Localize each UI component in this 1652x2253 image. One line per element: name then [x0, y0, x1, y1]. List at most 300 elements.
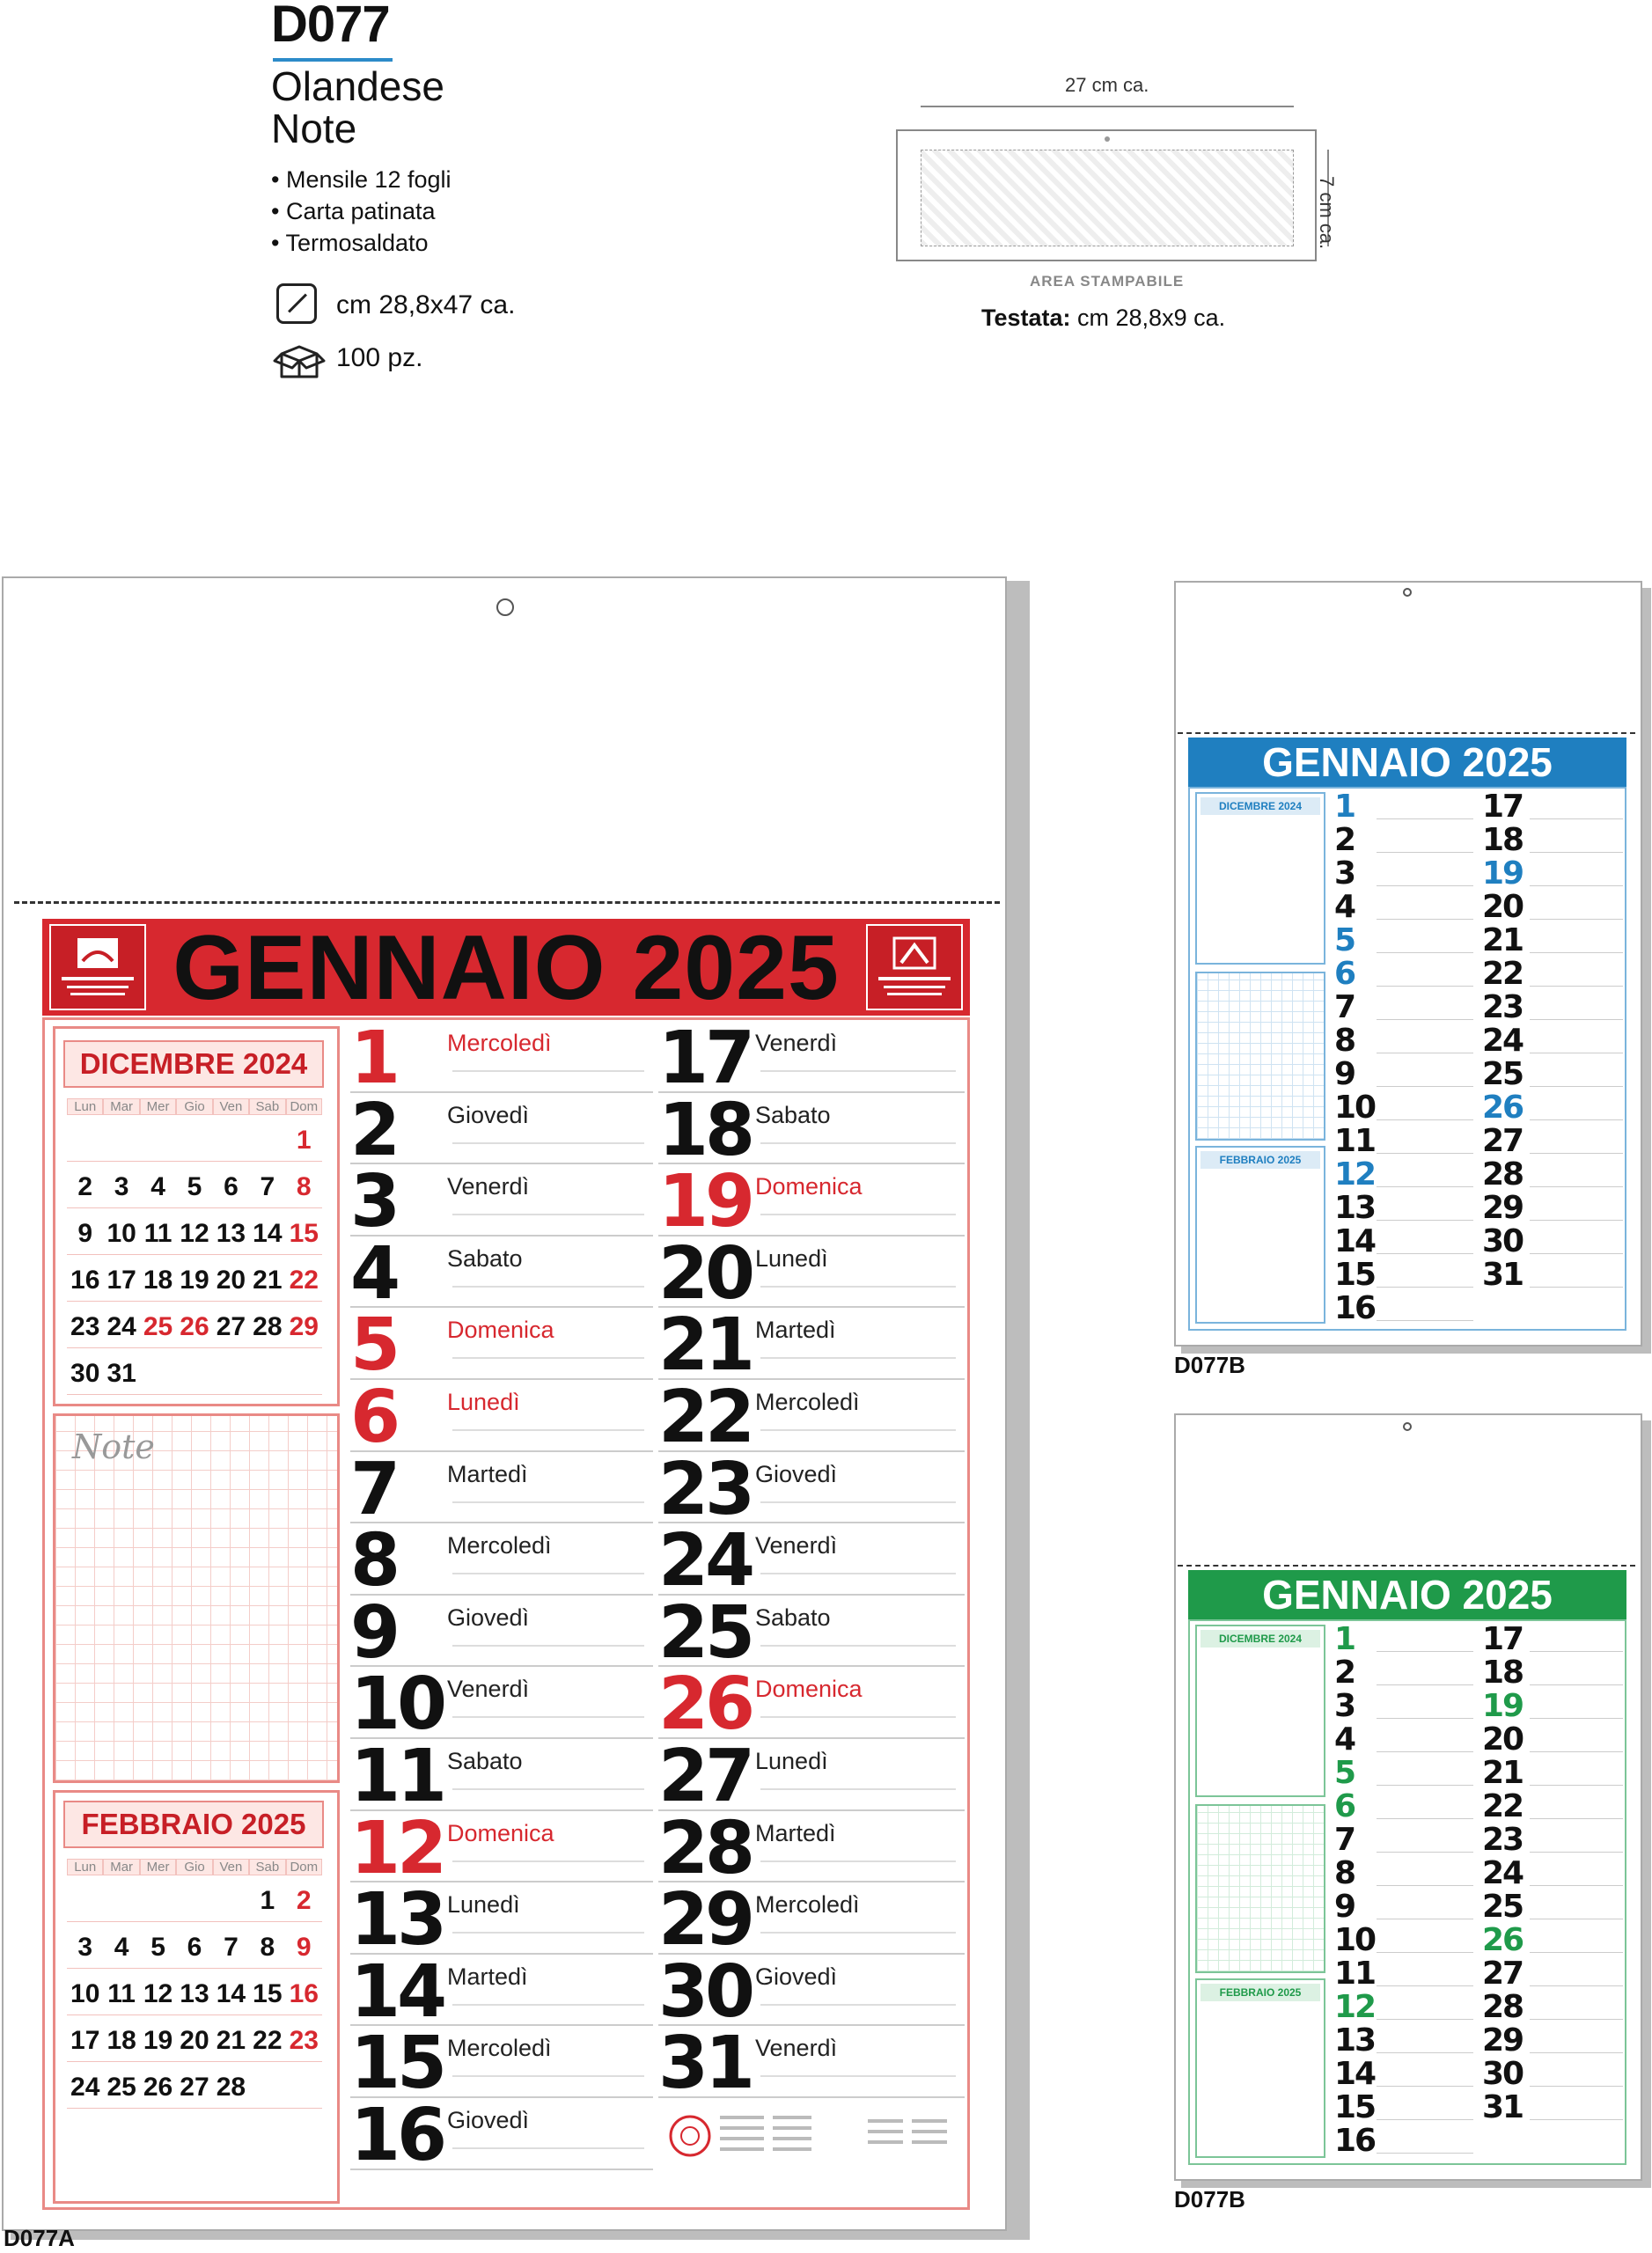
day-name: Venerdì: [755, 2035, 838, 2062]
day-number: 25: [658, 1590, 753, 1675]
day-number: 4: [350, 1231, 398, 1316]
mini-day: 18: [103, 2021, 139, 2062]
mini-day: 24: [67, 2067, 103, 2109]
day-row: [658, 1590, 965, 1675]
month-title: GENNAIO 2025: [1262, 739, 1553, 785]
day-number: 15: [1334, 1257, 1376, 1293]
right-logo: [866, 924, 963, 1010]
weekday-header: Dom: [286, 1098, 322, 1115]
day-note-line: [1530, 885, 1623, 886]
day-number: 29: [1482, 2022, 1524, 2059]
mini-day: [103, 1881, 139, 1922]
day-name: Martedì: [755, 1317, 836, 1344]
day-note-line: [1377, 1852, 1473, 1853]
day-note-line: [452, 1070, 644, 1072]
day-number: 29: [1482, 1190, 1524, 1226]
weekday-header: Lun: [67, 1098, 103, 1115]
mini-day: 24: [103, 1307, 139, 1348]
day-name: Venerdì: [755, 1532, 838, 1559]
day-note-line: [760, 1573, 956, 1574]
day-name: Mercoledì: [447, 1532, 552, 1559]
day-note-line: [760, 1501, 956, 1503]
day-number: 21: [1482, 1755, 1524, 1791]
day-note-line: [1530, 1651, 1623, 1652]
next-month-box: [1195, 1978, 1325, 2158]
day-number: 20: [1482, 889, 1524, 925]
weekday-header: Gio: [176, 1859, 212, 1875]
day-number: 8: [1334, 1023, 1355, 1059]
day-number: 5: [350, 1303, 398, 1388]
mini-day: 21: [213, 2021, 249, 2062]
notes-label: Note: [72, 1427, 155, 1466]
mini-day: [67, 1120, 103, 1162]
day-number: 3: [350, 1160, 398, 1244]
day-note-line: [760, 1357, 956, 1359]
day-note-line: [1377, 1153, 1473, 1154]
day-number: 3: [1334, 1688, 1355, 1724]
day-number: 23: [1482, 1822, 1524, 1858]
dimensions-text: cm 28,8x47 ca.: [336, 290, 516, 319]
height-label: 7 cm ca.: [1316, 176, 1338, 250]
day-note-line: [1377, 1785, 1473, 1786]
prev-month-title: DICEMBRE 2024: [63, 1040, 324, 1088]
day-name: Lunedì: [755, 1244, 828, 1272]
day-number: 11: [350, 1735, 444, 1818]
left-logo: [49, 924, 146, 1010]
mini-day: [249, 1354, 285, 1395]
hole-marker: [1105, 136, 1110, 142]
day-note-line: [1530, 1287, 1623, 1288]
area-label: AREA STAMPABILE: [1030, 273, 1185, 290]
day-number: 19: [1482, 1688, 1524, 1724]
day-note-line: [760, 1429, 956, 1431]
day-number: 7: [1334, 1822, 1355, 1858]
mini-day: [249, 1120, 285, 1162]
day-number: 10: [1334, 1090, 1376, 1126]
day-note-line: [1530, 852, 1623, 853]
fold-line: [1178, 732, 1635, 734]
day-note-line: [1377, 818, 1473, 819]
day-number: 31: [658, 2022, 753, 2106]
mini-day: [67, 1881, 103, 1922]
day-name: Mercoledì: [755, 1891, 860, 1919]
testata-text: [981, 305, 1225, 332]
mini-day: 20: [176, 2021, 212, 2062]
day-row: [350, 1088, 653, 1172]
mini-day: 28: [213, 2067, 249, 2109]
day-number: 12: [350, 1806, 444, 1890]
title-line-2: Note: [271, 106, 357, 151]
mini-day: 15: [249, 1974, 285, 2015]
product-code: D077: [271, 0, 390, 53]
mini-day: 16: [286, 1974, 322, 2015]
mini-day: 14: [213, 1974, 249, 2015]
day-number: 28: [1482, 1989, 1524, 2025]
next-month-title: FEBBRAIO 2025: [63, 1801, 324, 1848]
day-note-line: [760, 1214, 956, 1215]
day-row: [658, 1376, 965, 1459]
code-underline: [273, 58, 393, 62]
day-row: [658, 1016, 965, 1100]
feature-item: • Termosaldato: [271, 230, 429, 256]
day-note-line: [1530, 1186, 1623, 1187]
mini-day: 19: [140, 2021, 176, 2062]
day-number: 17: [1482, 1621, 1524, 1657]
mini-day: 29: [286, 1307, 322, 1348]
day-note-line: [452, 1645, 644, 1647]
fold-line: [1178, 1565, 1635, 1567]
mini-day: 4: [103, 1927, 139, 1969]
day-number: 13: [1334, 1190, 1376, 1226]
weekday-header: Sab: [249, 1859, 285, 1875]
day-row: [350, 2022, 653, 2106]
day-number: 16: [350, 2094, 444, 2177]
day-number: 13: [350, 1878, 444, 1963]
mini-day: 12: [140, 1974, 176, 2015]
day-number: 21: [1482, 922, 1524, 958]
day-number: 7: [1334, 989, 1355, 1025]
month-title: GENNAIO 2025: [1262, 1572, 1553, 1618]
mini-day: 11: [103, 1974, 139, 2015]
day-name: Sabato: [447, 1244, 523, 1272]
mini-day: 4: [140, 1167, 176, 1208]
day-name: Domenica: [755, 1676, 863, 1703]
day-note-line: [452, 1357, 644, 1359]
day-number: 24: [1482, 1023, 1524, 1059]
day-note-line: [452, 1716, 644, 1718]
day-note-line: [452, 1788, 644, 1790]
logo-icon: [868, 926, 961, 1009]
day-note-line: [452, 1429, 644, 1431]
day-note-line: [1377, 1718, 1473, 1719]
day-name: Venerdì: [447, 1676, 530, 1703]
day-number: 15: [1334, 2089, 1376, 2125]
day-name: Giovedì: [755, 1963, 838, 1990]
mini-day: 9: [67, 1214, 103, 1255]
day-number: 25: [1482, 1889, 1524, 1925]
day-name: Giovedì: [447, 2107, 530, 2133]
day-row: [658, 1662, 965, 1747]
day-number: 28: [1482, 1156, 1524, 1193]
day-number: 9: [350, 1590, 398, 1675]
day-number: 27: [1482, 1956, 1524, 1992]
day-note-line: [760, 1860, 956, 1862]
day-note-line: [760, 1286, 956, 1288]
caption-d077b: D077B: [1174, 1352, 1245, 1378]
day-note-line: [1377, 1186, 1473, 1187]
weekday-header: Mer: [140, 1859, 176, 1875]
day-note-line: [452, 2004, 644, 2006]
mini-day: 10: [103, 1214, 139, 1255]
day-note-line: [452, 1573, 644, 1574]
day-name: Martedì: [447, 1460, 528, 1487]
title-line-1: Olandese: [271, 63, 444, 109]
fold-line: [14, 901, 1000, 904]
day-number: 11: [1334, 1123, 1376, 1159]
mini-day: 11: [140, 1214, 176, 1255]
day-number: 6: [350, 1376, 398, 1459]
day-number: 30: [1482, 2056, 1524, 2092]
day-number: 2: [1334, 822, 1355, 858]
weekday-header: Ven: [213, 1859, 249, 1875]
weekday-header: Sab: [249, 1098, 285, 1115]
day-note-line: [1377, 1287, 1473, 1288]
day-name: Domenica: [447, 1819, 554, 1846]
mini-day: [249, 2067, 285, 2109]
caption-d077a: D077A: [4, 2225, 75, 2251]
day-row: [658, 1519, 965, 1604]
mini-day: 9: [286, 1927, 322, 1969]
day-number: 8: [1334, 1855, 1355, 1891]
day-note-line: [1377, 1751, 1473, 1752]
day-note-line: [1377, 885, 1473, 886]
notes-area[interactable]: [1195, 972, 1325, 1141]
day-note-line: [760, 1716, 956, 1718]
testata-prefix: Testata:: [981, 305, 1071, 331]
day-number: 26: [1482, 1090, 1524, 1126]
feature-list: [271, 164, 452, 259]
day-number: 5: [1334, 1755, 1355, 1791]
day-number: 19: [1482, 855, 1524, 892]
weekday-header: Lun: [67, 1859, 103, 1875]
day-row: [350, 2094, 653, 2177]
hanging-hole: [496, 598, 514, 616]
mini-day: 2: [67, 1167, 103, 1208]
mini-day: 31: [103, 1354, 139, 1395]
day-note-line: [1377, 986, 1473, 987]
mini-day: 26: [140, 2067, 176, 2109]
day-note-line: [1377, 2119, 1473, 2120]
width-label: 27 cm ca.: [1065, 74, 1149, 96]
day-number: 6: [1334, 956, 1355, 992]
day-number: 22: [658, 1376, 753, 1459]
mini-day: [286, 2067, 322, 2109]
prev-month-box: [1195, 1625, 1325, 1797]
day-note-line: [452, 1501, 644, 1503]
day-name: Mercoledì: [447, 2035, 552, 2062]
day-number: 30: [658, 1949, 753, 2034]
day-note-line: [1530, 1119, 1623, 1120]
day-row: [350, 1160, 653, 1244]
day-number: 3: [1334, 855, 1355, 892]
day-number: 18: [1482, 822, 1524, 858]
notes-area[interactable]: [53, 1413, 340, 1783]
mini-day: 3: [103, 1167, 139, 1208]
day-number: 23: [1482, 989, 1524, 1025]
day-row: [350, 1231, 653, 1316]
day-number: 9: [1334, 1889, 1355, 1925]
day-number: 6: [1334, 1788, 1355, 1824]
mini-day: 26: [176, 1307, 212, 1348]
mini-day: 18: [140, 1260, 176, 1302]
day-note-line: [452, 1932, 644, 1934]
mini-day: 7: [249, 1167, 285, 1208]
mini-day: 22: [249, 2021, 285, 2062]
mini-day: 6: [213, 1167, 249, 1208]
day-row: [350, 1949, 653, 2034]
day-note-line: [1377, 2019, 1473, 2020]
small-days: [1334, 789, 1625, 1327]
day-number: 9: [1334, 1056, 1355, 1092]
prev-month-title: DICEMBRE 2024: [1200, 797, 1320, 815]
mini-day: [176, 1120, 212, 1162]
day-number: 17: [658, 1016, 753, 1100]
mini-day: 17: [103, 1260, 139, 1302]
day-note-line: [1530, 919, 1623, 920]
day-name: Giovedì: [755, 1460, 838, 1487]
day-number: 1: [1334, 1621, 1355, 1657]
day-note-line: [1530, 2019, 1623, 2020]
next-month-grid: [67, 1859, 322, 2109]
day-note-line: [1530, 1751, 1623, 1752]
day-note-line: [1530, 986, 1623, 987]
prev-month-grid: [67, 1098, 322, 1395]
day-row: [658, 1735, 965, 1818]
day-note-line: [1530, 1718, 1623, 1719]
weekday-header: Dom: [286, 1859, 322, 1875]
mini-day: 23: [67, 1307, 103, 1348]
day-row: [350, 1590, 653, 1675]
prev-month-box: [1195, 792, 1325, 965]
day-number: 24: [1482, 1855, 1524, 1891]
day-number: 22: [1482, 956, 1524, 992]
hanging-hole: [1403, 588, 1412, 597]
mini-day: 30: [67, 1354, 103, 1395]
mini-day: [213, 1354, 249, 1395]
mini-day: 5: [140, 1927, 176, 1969]
day-name: Mercoledì: [755, 1389, 860, 1415]
day-note-line: [1530, 1852, 1623, 1853]
day-number: 12: [1334, 1989, 1376, 2025]
mini-day: 7: [213, 1927, 249, 1969]
day-note-line: [1377, 1119, 1473, 1120]
feature-item: • Mensile 12 fogli: [271, 166, 452, 193]
day-number: 1: [350, 1016, 398, 1100]
printable-area: [921, 150, 1294, 246]
day-note-line: [1530, 1086, 1623, 1087]
day-note-line: [452, 2147, 644, 2149]
day-row: [658, 1447, 965, 1531]
day-note-line: [1377, 852, 1473, 853]
weekday-header: Gio: [176, 1098, 212, 1115]
day-name: Domenica: [755, 1173, 863, 1200]
mini-day: 12: [176, 1214, 212, 1255]
day-number: 7: [350, 1447, 398, 1531]
month-title: GENNAIO 2025: [173, 917, 840, 1019]
weekday-header: Mar: [103, 1859, 139, 1875]
day-note-line: [452, 1860, 644, 1862]
day-name: Lunedì: [447, 1389, 520, 1415]
notes-area[interactable]: [1195, 1804, 1325, 1973]
day-note-line: [1530, 1952, 1623, 1953]
day-note-line: [1377, 1320, 1473, 1321]
mini-day: 15: [286, 1214, 322, 1255]
day-number: 20: [1482, 1721, 1524, 1758]
day-number: 8: [350, 1519, 398, 1604]
day-note-line: [1530, 1684, 1623, 1685]
mini-day: [176, 1354, 212, 1395]
mini-day: [140, 1881, 176, 1922]
day-note-line: [1530, 1785, 1623, 1786]
day-number: 21: [658, 1303, 753, 1388]
day-number: 18: [1482, 1655, 1524, 1691]
day-number: 22: [1482, 1788, 1524, 1824]
mini-day: 13: [213, 1214, 249, 1255]
day-note-line: [1530, 1885, 1623, 1886]
day-number: 24: [658, 1519, 753, 1604]
day-name: Sabato: [755, 1604, 831, 1631]
day-name: Sabato: [447, 1748, 523, 1774]
day-name: Domenica: [447, 1317, 554, 1344]
day-note-line: [1530, 952, 1623, 953]
day-number: 16: [1334, 1290, 1376, 1326]
feature-item: • Carta patinata: [271, 198, 436, 224]
mini-day: [176, 1881, 212, 1922]
day-note-line: [760, 1645, 956, 1647]
day-note-line: [1530, 1153, 1623, 1154]
day-number: 18: [658, 1088, 753, 1172]
mini-day: 14: [249, 1214, 285, 1255]
day-note-line: [1530, 2119, 1623, 2120]
day-row: [350, 1519, 653, 1604]
day-note-line: [452, 1286, 644, 1288]
day-note-line: [1377, 952, 1473, 953]
day-note-line: [760, 1070, 956, 1072]
caption-d077b: D077B: [1174, 2186, 1245, 2213]
day-number: 27: [1482, 1123, 1524, 1159]
day-name: Lunedì: [447, 1891, 520, 1919]
day-note-line: [1377, 1985, 1473, 1986]
day-note-line: [1530, 1985, 1623, 1986]
day-note-line: [1377, 1818, 1473, 1819]
day-note-line: [1530, 818, 1623, 819]
day-name: Martedì: [755, 1819, 836, 1846]
day-note-line: [760, 1142, 956, 1144]
day-row: [658, 1231, 965, 1316]
day-name: Sabato: [755, 1101, 831, 1128]
weekday-header: Ven: [213, 1098, 249, 1115]
dimension-icon: [276, 283, 317, 324]
day-note-line: [1377, 2086, 1473, 2087]
mini-day: 5: [176, 1167, 212, 1208]
width-arrow: [921, 106, 1294, 107]
day-number: 29: [658, 1878, 753, 1963]
day-number: 15: [350, 2022, 444, 2106]
day-row: [658, 1878, 965, 1963]
day-row: [658, 1303, 965, 1388]
day-name: Martedì: [447, 1963, 528, 1990]
day-name: Venerdì: [755, 1030, 838, 1056]
mini-day: 16: [67, 1260, 103, 1302]
mini-day: [213, 1120, 249, 1162]
day-row: [658, 1806, 965, 1890]
day-row: [350, 1303, 653, 1388]
hanging-hole: [1403, 1422, 1412, 1431]
day-note-line: [1530, 2086, 1623, 2087]
day-note-line: [1377, 1952, 1473, 1953]
mini-day: 10: [67, 1974, 103, 2015]
day-row: [658, 1088, 965, 1172]
day-number: 2: [350, 1088, 398, 1172]
quantity-text: 100 pz.: [336, 343, 423, 372]
day-note-line: [1530, 1253, 1623, 1254]
day-name: Giovedì: [447, 1604, 530, 1631]
day-number: 20: [658, 1231, 753, 1316]
day-number: 2: [1334, 1655, 1355, 1691]
day-row: [350, 1878, 653, 1963]
day-note-line: [1377, 1220, 1473, 1221]
day-number: 4: [1334, 889, 1355, 925]
